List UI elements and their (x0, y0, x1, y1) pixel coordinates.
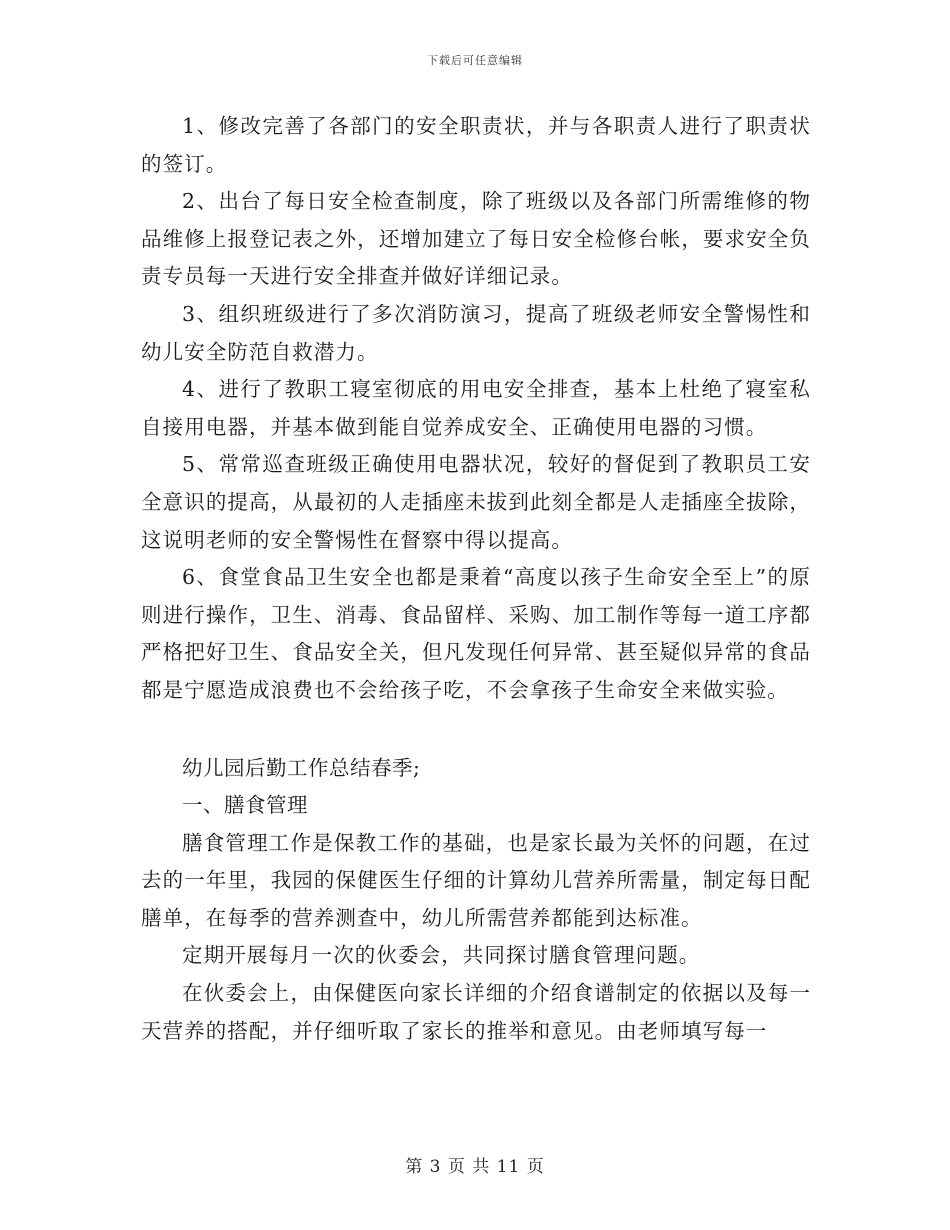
list-item: 4、进行了教职工寝室彻底的用电安全排查，基本上杜绝了寝室私自接用电器，并基本做到能自觉养成安全、正确使用电器的习惯。 (141, 377, 811, 439)
section-spacer (141, 710, 811, 750)
section-title: 幼儿园后勤工作总结春季; (182, 755, 421, 780)
list-item: 3、组织班级进行了多次消防演习，提高了班级老师安全警惕性和幼儿安全防范自救潜力。 (141, 301, 811, 364)
list-item: 1、修改完善了各部门的安全职责状，并与各职责人进行了职责状的签订。 (141, 114, 811, 176)
paragraph: 膳食管理工作是保教工作的基础，也是家长最为关怀的问题，在过去的一年里，我园的保健医生仔细的计算幼儿营养所需量，制定每日配膳单，在每季的营养测查中，幼儿所需营养都能到达标准。 (141, 830, 811, 930)
page-number: 第 3 页 共 11 页 (405, 1157, 545, 1177)
page-header: 下载后可任意编辑 (427, 54, 523, 67)
subsection-title: 一、膳食管理 (182, 793, 308, 818)
list-item: 5、常常巡查班级正确使用电器状况，较好的督促到了教职员工安全意识的提高，从最初的人走插座未拔到此刻全都是人走插座全拔除，这说明老师的安全警惕性在督察中得以提高。 (141, 452, 811, 552)
list-item: 2、出台了每日安全检查制度，除了班级以及各部门所需维修的物品维修上报登记表之外，还增加建立了每日安全检修台帐，要求安全负责专员每一天进行安全排查并做好详细记录。 (141, 189, 811, 289)
paragraph: 定期开展每月一次的伙委会，共同探讨膳食管理问题。 (182, 943, 701, 968)
document-body (141, 108, 811, 1050)
paragraph: 在伙委会上，由保健医向家长详细的介绍食谱制定的依据以及每一天营养的搭配，并仔细听取了家长的推举和意见。由老师填写每一 (141, 981, 811, 1043)
list-item: 6、食堂食品卫生安全也都是秉着“高度以孩子生命安全至上”的原则进行操作，卫生、消毒、食品留样、采购、加工制作等每一道工序都严格把好卫生、食品安全关，但凡发现任何异常、甚至疑似异常的食品都是宁愿造成浪费也不会给孩子吃，不会拿孩子生命安全来做实验。 (141, 565, 811, 702)
